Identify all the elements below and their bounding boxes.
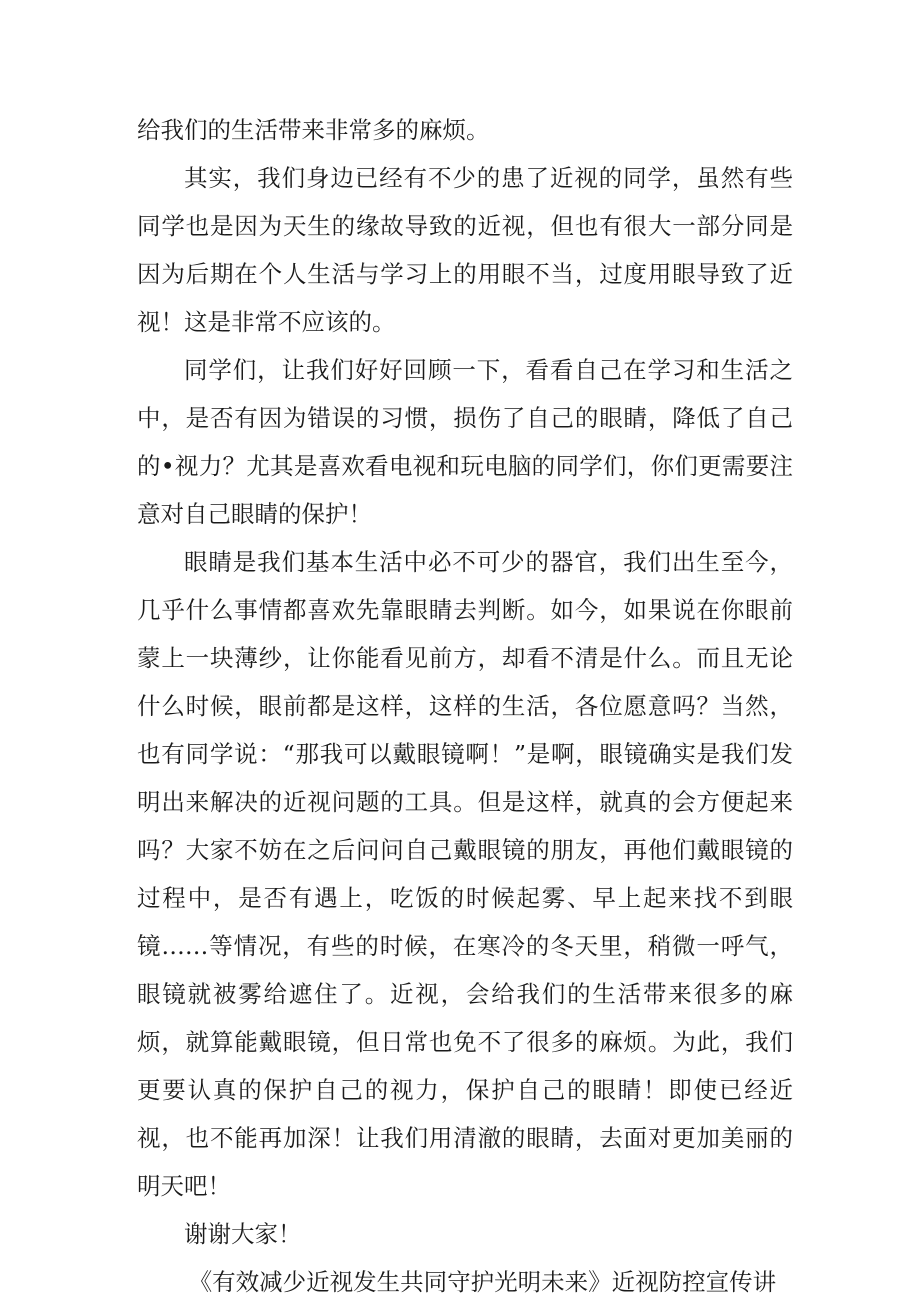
paragraph-thanks: 谢谢大家！	[184, 1220, 302, 1248]
paragraph-continuation: 给我们的生活带来非常多的麻烦。	[137, 116, 490, 144]
paragraph-review-habits: 同学们，让我们好好回顾一下，看看自己在学习和生活之中，是否有因为错误的习惯，损伤了自己的眼睛，降低了自己的•视力？尤其是喜欢看电视和玩电脑的同学们，你们更需要注意对自己眼睛的保护！	[137, 356, 793, 528]
paragraph-eyes-importance: 眼睛是我们基本生活中必不可少的器官，我们出生至今，几乎什么事情都喜欢先靠眼睛去判断。如今，如果说在你眼前蒙上一块薄纱，让你能看见前方，却看不清是什么。而且无论什么时候，眼前都是这样，这样的生活，各位愿意吗？当然，也有同学说：“那我可以戴眼镜啊！”是啊，眼镜确实是我们发明出来解决的近视问题的工具。但是这样，就真的会方便起来吗？大家不妨在之后问问自己戴眼镜的朋友，再他们戴眼镜的过程中，是否有遇上，吃饭的时候起雾、早上起来找不到眼镜……等情况，有些的时候，在寒冷的冬天里，稍微一呼气，眼镜就被雾给遮住了。近视，会给我们的生活带来很多的麻烦，就算能戴眼镜，但日常也免不了很多的麻烦。为此，我们更要认真的保护自己的视力，保护自己的眼睛！即使已经近视，也不能再加深！让我们用清澈的眼睛，去面对更加美丽的明天吧！	[137, 548, 793, 1200]
paragraph-classmates-myopia: 其实，我们身边已经有不少的患了近视的同学，虽然有些同学也是因为天生的缘故导致的近视，但也有很大一部分同是因为后期在个人生活与学习上的用眼不当，过度用眼导致了近视！这是非常不应该的。	[137, 164, 793, 336]
next-speech-title: 《有效减少近视发生共同守护光明未来》近视防控宣传讲	[188, 1268, 777, 1296]
document-body	[137, 106, 793, 1306]
